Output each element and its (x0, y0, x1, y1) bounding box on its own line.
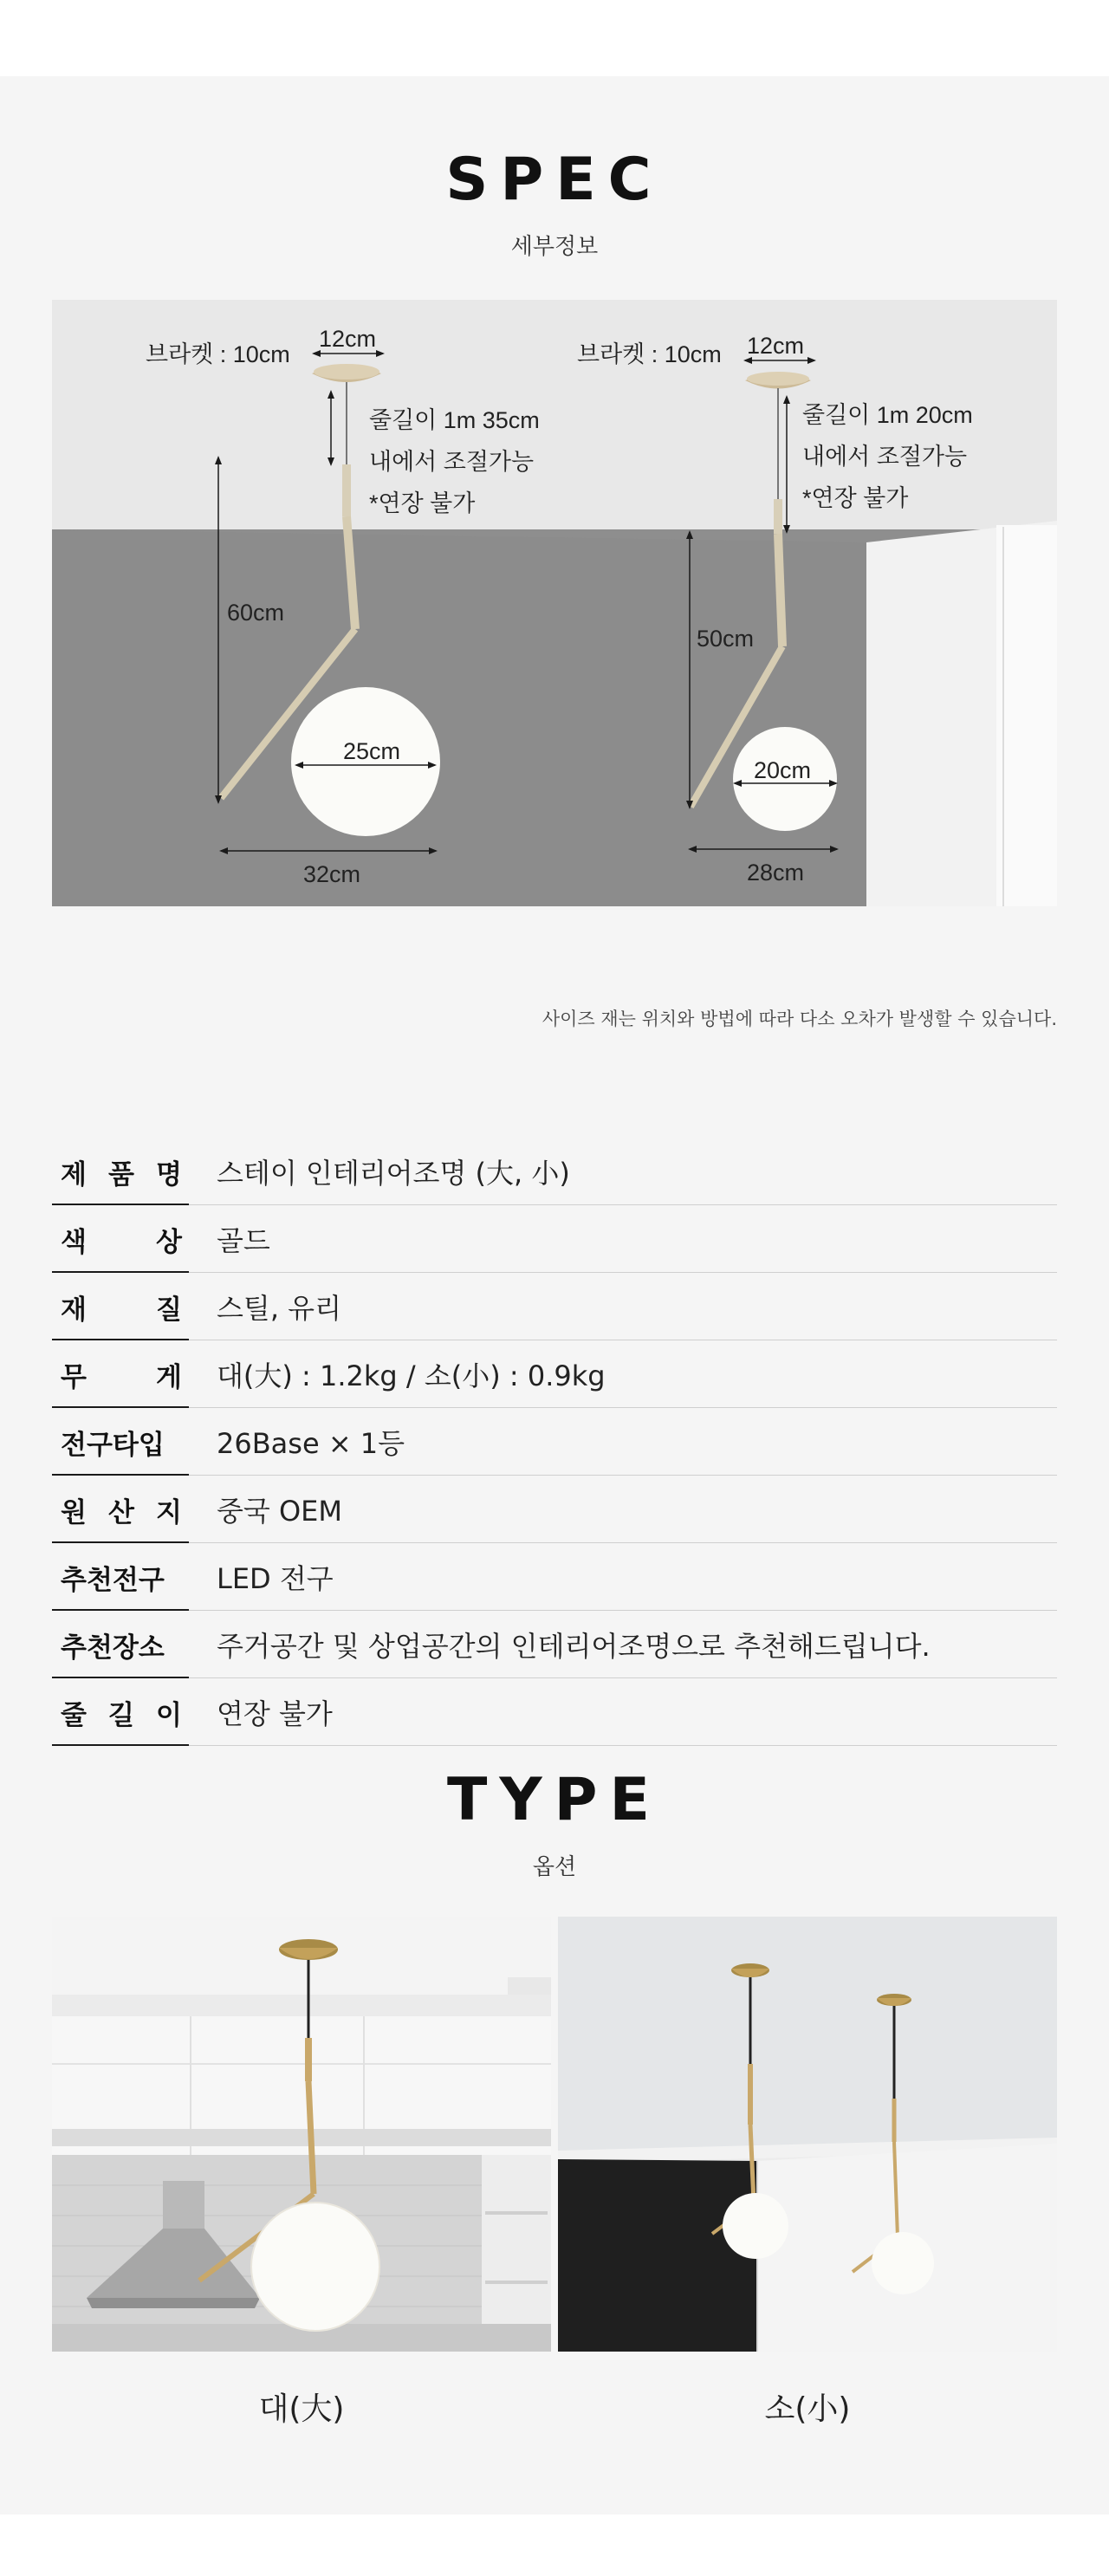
spec-subtitle: 세부정보 (510, 234, 599, 260)
small-cord-label-2: 내에서 조절가능 (802, 444, 968, 470)
row-label (52, 1490, 182, 1529)
row-label-char: 게 (156, 1361, 182, 1393)
row-label-char: 명 (156, 1158, 182, 1191)
top-spacer (0, 0, 1109, 76)
row-label-cell (52, 1340, 189, 1408)
row-value: 연장 불가 (217, 1678, 1057, 1746)
row-label-cell (52, 1273, 189, 1340)
row-value: 스틸, 유리 (217, 1273, 1057, 1340)
row-label-char: 무 (61, 1361, 87, 1393)
row-label-char: 재 (61, 1294, 87, 1326)
large-width-label: 32cm (303, 861, 361, 887)
small-width-label: 28cm (747, 860, 805, 886)
row-label-char: 이 (156, 1699, 182, 1731)
table-row (52, 1273, 1057, 1340)
row-label-char: 길 (108, 1699, 134, 1731)
spec-diagram (52, 300, 1057, 906)
row-value: 대(大) : 1.2kg / 소(小) : 0.9kg (217, 1340, 1057, 1408)
row-label-char: 원 (61, 1496, 87, 1528)
row-label-cell (52, 1476, 189, 1543)
small-bracket-label: 브라켓 : 10cm (577, 341, 722, 367)
large-globe-label: 25cm (343, 738, 401, 764)
row-value: 중국 OEM (217, 1476, 1057, 1543)
row-label (52, 1423, 182, 1462)
option-caption-large: 대(大) (258, 2391, 345, 2427)
table-row (52, 1476, 1057, 1543)
row-value: LED 전구 (217, 1543, 1057, 1611)
table-row (52, 1205, 1057, 1273)
table-row (52, 1408, 1057, 1476)
small-cord-label-1: 줄길이 1m 20cm (802, 402, 973, 428)
option-photo-large[interactable] (52, 1917, 551, 2352)
large-cord-label-1: 줄길이 1m 35cm (369, 407, 540, 433)
row-label (52, 1558, 182, 1597)
row-label-char: 추천장소 (61, 1632, 165, 1664)
row-label-char: 품 (108, 1158, 134, 1191)
spec-title: SPEC (445, 146, 664, 214)
option-caption-small: 소(小) (764, 2391, 851, 2427)
table-row (52, 1138, 1057, 1205)
row-label-cell (52, 1611, 189, 1678)
small-cord-label-3: *연장 불가 (802, 485, 909, 511)
type-title: TYPE (447, 1766, 662, 1834)
large-height-label: 60cm (227, 600, 285, 626)
small-canopy-label: 12cm (747, 333, 805, 359)
row-label-cell (52, 1678, 189, 1746)
row-label (52, 1355, 182, 1394)
row-label-cell (52, 1408, 189, 1476)
option-photo-small[interactable] (558, 1917, 1057, 2352)
row-label-cell (52, 1205, 189, 1273)
row-value: 26Base × 1등 (217, 1408, 1057, 1476)
large-cord-label-3: *연장 불가 (369, 490, 476, 516)
small-height-label: 50cm (697, 626, 755, 652)
bottom-spacer (0, 2514, 1109, 2576)
row-label-cell (52, 1543, 189, 1611)
small-globe-label: 20cm (754, 757, 812, 783)
size-note: 사이즈 재는 위치와 방법에 따라 다소 오차가 발생할 수 있습니다. (542, 1009, 1057, 1029)
table-row (52, 1340, 1057, 1408)
row-value: 스테이 인테리어조명 (大, 小) (217, 1138, 1057, 1205)
row-label-char: 지 (156, 1496, 182, 1528)
row-label-char: 제 (61, 1158, 87, 1191)
row-value: 골드 (217, 1205, 1057, 1273)
row-label-char: 줄 (61, 1699, 87, 1731)
large-canopy-label: 12cm (319, 326, 377, 352)
row-label-char: 색 (61, 1226, 87, 1258)
table-row (52, 1611, 1057, 1678)
large-bracket-label: 브라켓 : 10cm (146, 341, 290, 367)
row-label (52, 1152, 182, 1191)
row-label-cell (52, 1138, 189, 1205)
row-label-char: 추천전구 (61, 1564, 165, 1596)
row-label-char: 질 (156, 1294, 182, 1326)
row-label-char: 상 (156, 1226, 182, 1258)
row-label-char: 전구타입 (61, 1429, 165, 1461)
row-value: 주거공간 및 상업공간의 인테리어조명으로 추천해드립니다. (217, 1611, 1057, 1678)
spec-table (52, 1138, 1057, 1746)
row-label (52, 1220, 182, 1259)
type-subtitle: 옵션 (532, 1854, 577, 1880)
row-label (52, 1288, 182, 1327)
large-cord-label-2: 내에서 조절가능 (369, 449, 535, 475)
row-label (52, 1693, 182, 1732)
table-row (52, 1678, 1057, 1746)
row-label (52, 1625, 182, 1664)
table-row (52, 1543, 1057, 1611)
row-label-char: 산 (108, 1496, 134, 1528)
